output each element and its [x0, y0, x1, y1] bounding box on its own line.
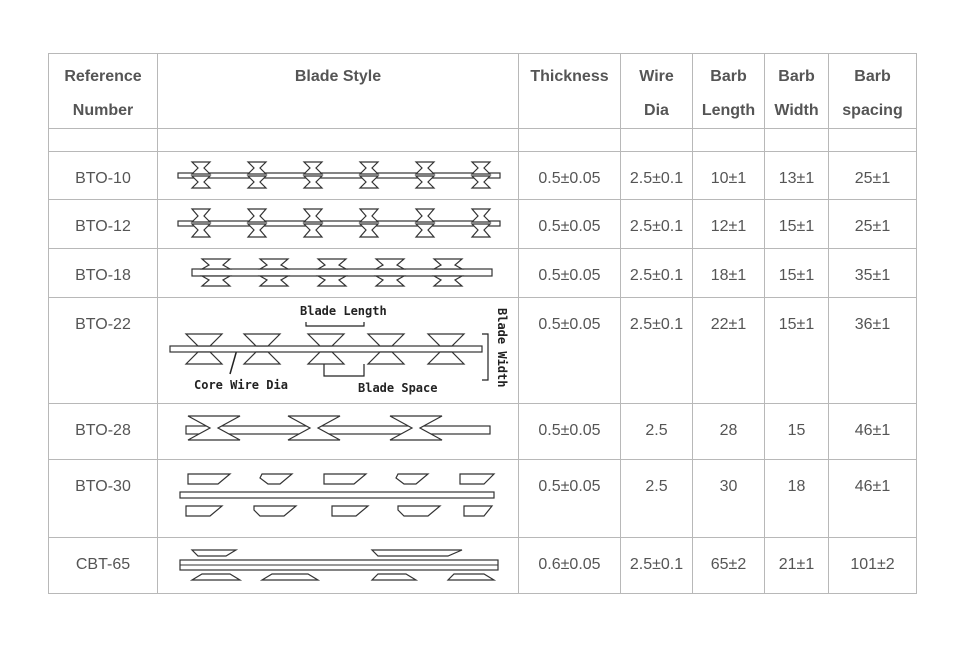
- blade-diagram-bto-10: [158, 152, 519, 199]
- barb-length-cell: 30: [693, 460, 765, 538]
- barb-width-cell: 21±1: [765, 538, 829, 594]
- ref-cell: BTO-18: [49, 249, 158, 298]
- barb-width-cell: 15±1: [765, 200, 829, 249]
- barb-length-cell: 28: [693, 404, 765, 460]
- blade-diagram-bto-18: [158, 249, 519, 297]
- ref-cell: BTO-28: [49, 404, 158, 460]
- barb-length-cell: 65±2: [693, 538, 765, 594]
- header-thickness: Thickness: [519, 54, 621, 129]
- barb-width-cell: 15±1: [765, 249, 829, 298]
- barb-spacing-cell: 25±1: [829, 200, 917, 249]
- spec-table-wrapper: [48, 53, 916, 594]
- table-row: [49, 460, 917, 538]
- table-row: [49, 200, 917, 249]
- thickness-cell: 0.5±0.05: [519, 152, 621, 200]
- header-barb-width: Barb Width: [765, 54, 829, 129]
- table-row: [49, 298, 917, 404]
- blade-diagram-bto-22: [158, 298, 519, 403]
- wire-dia-cell: 2.5: [621, 460, 693, 538]
- thickness-cell: 0.5±0.05: [519, 200, 621, 249]
- header-row: [49, 54, 917, 129]
- thickness-cell: 0.5±0.05: [519, 298, 621, 404]
- blade-style-bto-18: [158, 249, 519, 298]
- wire-dia-cell: 2.5: [621, 404, 693, 460]
- header-reference-number: Reference Number: [49, 54, 158, 129]
- wire-dia-cell: 2.5±0.1: [621, 152, 693, 200]
- blade-style-bto-28: [158, 404, 519, 460]
- blade-style-bto-10: [158, 152, 519, 200]
- header-barb-spacing: Barb spacing: [829, 54, 917, 129]
- barb-length-cell: 10±1: [693, 152, 765, 200]
- blade-space-label: Blade Space: [358, 381, 438, 395]
- blade-style-bto-12: [158, 200, 519, 249]
- barb-spacing-cell: 36±1: [829, 298, 917, 404]
- wire-dia-cell: 2.5±0.1: [621, 298, 693, 404]
- wire-dia-cell: 2.5±0.1: [621, 538, 693, 594]
- ref-cell: BTO-30: [49, 460, 158, 538]
- wire-dia-cell: 2.5±0.1: [621, 200, 693, 249]
- barb-length-cell: 22±1: [693, 298, 765, 404]
- barb-length-cell: 18±1: [693, 249, 765, 298]
- barb-spacing-cell: 46±1: [829, 404, 917, 460]
- table-row: [49, 249, 917, 298]
- barb-width-cell: 13±1: [765, 152, 829, 200]
- spacer-row: [49, 129, 917, 152]
- ref-cell: BTO-22: [49, 298, 158, 404]
- blade-style-bto-30: [158, 460, 519, 538]
- thickness-cell: 0.5±0.05: [519, 460, 621, 538]
- blade-style-bto-22: [158, 298, 519, 404]
- ref-cell: BTO-10: [49, 152, 158, 200]
- barb-width-cell: 15±1: [765, 298, 829, 404]
- header-blade-style: Blade Style: [158, 54, 519, 129]
- thickness-cell: 0.6±0.05: [519, 538, 621, 594]
- barb-spacing-cell: 35±1: [829, 249, 917, 298]
- barb-width-cell: 15: [765, 404, 829, 460]
- ref-cell: BTO-12: [49, 200, 158, 249]
- barb-width-cell: 18: [765, 460, 829, 538]
- blade-length-label: Blade Length: [300, 304, 387, 318]
- blade-width-label: Blade Width: [495, 308, 509, 388]
- core-wire-label: Core Wire Dia: [194, 378, 288, 392]
- blade-diagram-cbt-65: [158, 538, 519, 593]
- blade-diagram-bto-30: [158, 460, 519, 537]
- barb-spacing-cell: 101±2: [829, 538, 917, 594]
- header-wire-dia: Wire Dia: [621, 54, 693, 129]
- blade-style-cbt-65: [158, 538, 519, 594]
- thickness-cell: 0.5±0.05: [519, 404, 621, 460]
- thickness-cell: 0.5±0.05: [519, 249, 621, 298]
- table-row: [49, 538, 917, 594]
- barb-spacing-cell: 25±1: [829, 152, 917, 200]
- barb-length-cell: 12±1: [693, 200, 765, 249]
- wire-dia-cell: 2.5±0.1: [621, 249, 693, 298]
- table-row: [49, 404, 917, 460]
- razor-wire-spec-table: [48, 53, 917, 594]
- table-row: [49, 152, 917, 200]
- blade-diagram-bto-12: [158, 200, 519, 248]
- barb-spacing-cell: 46±1: [829, 460, 917, 538]
- blade-diagram-bto-28: [158, 404, 519, 459]
- header-barb-length: Barb Length: [693, 54, 765, 129]
- ref-cell: CBT-65: [49, 538, 158, 594]
